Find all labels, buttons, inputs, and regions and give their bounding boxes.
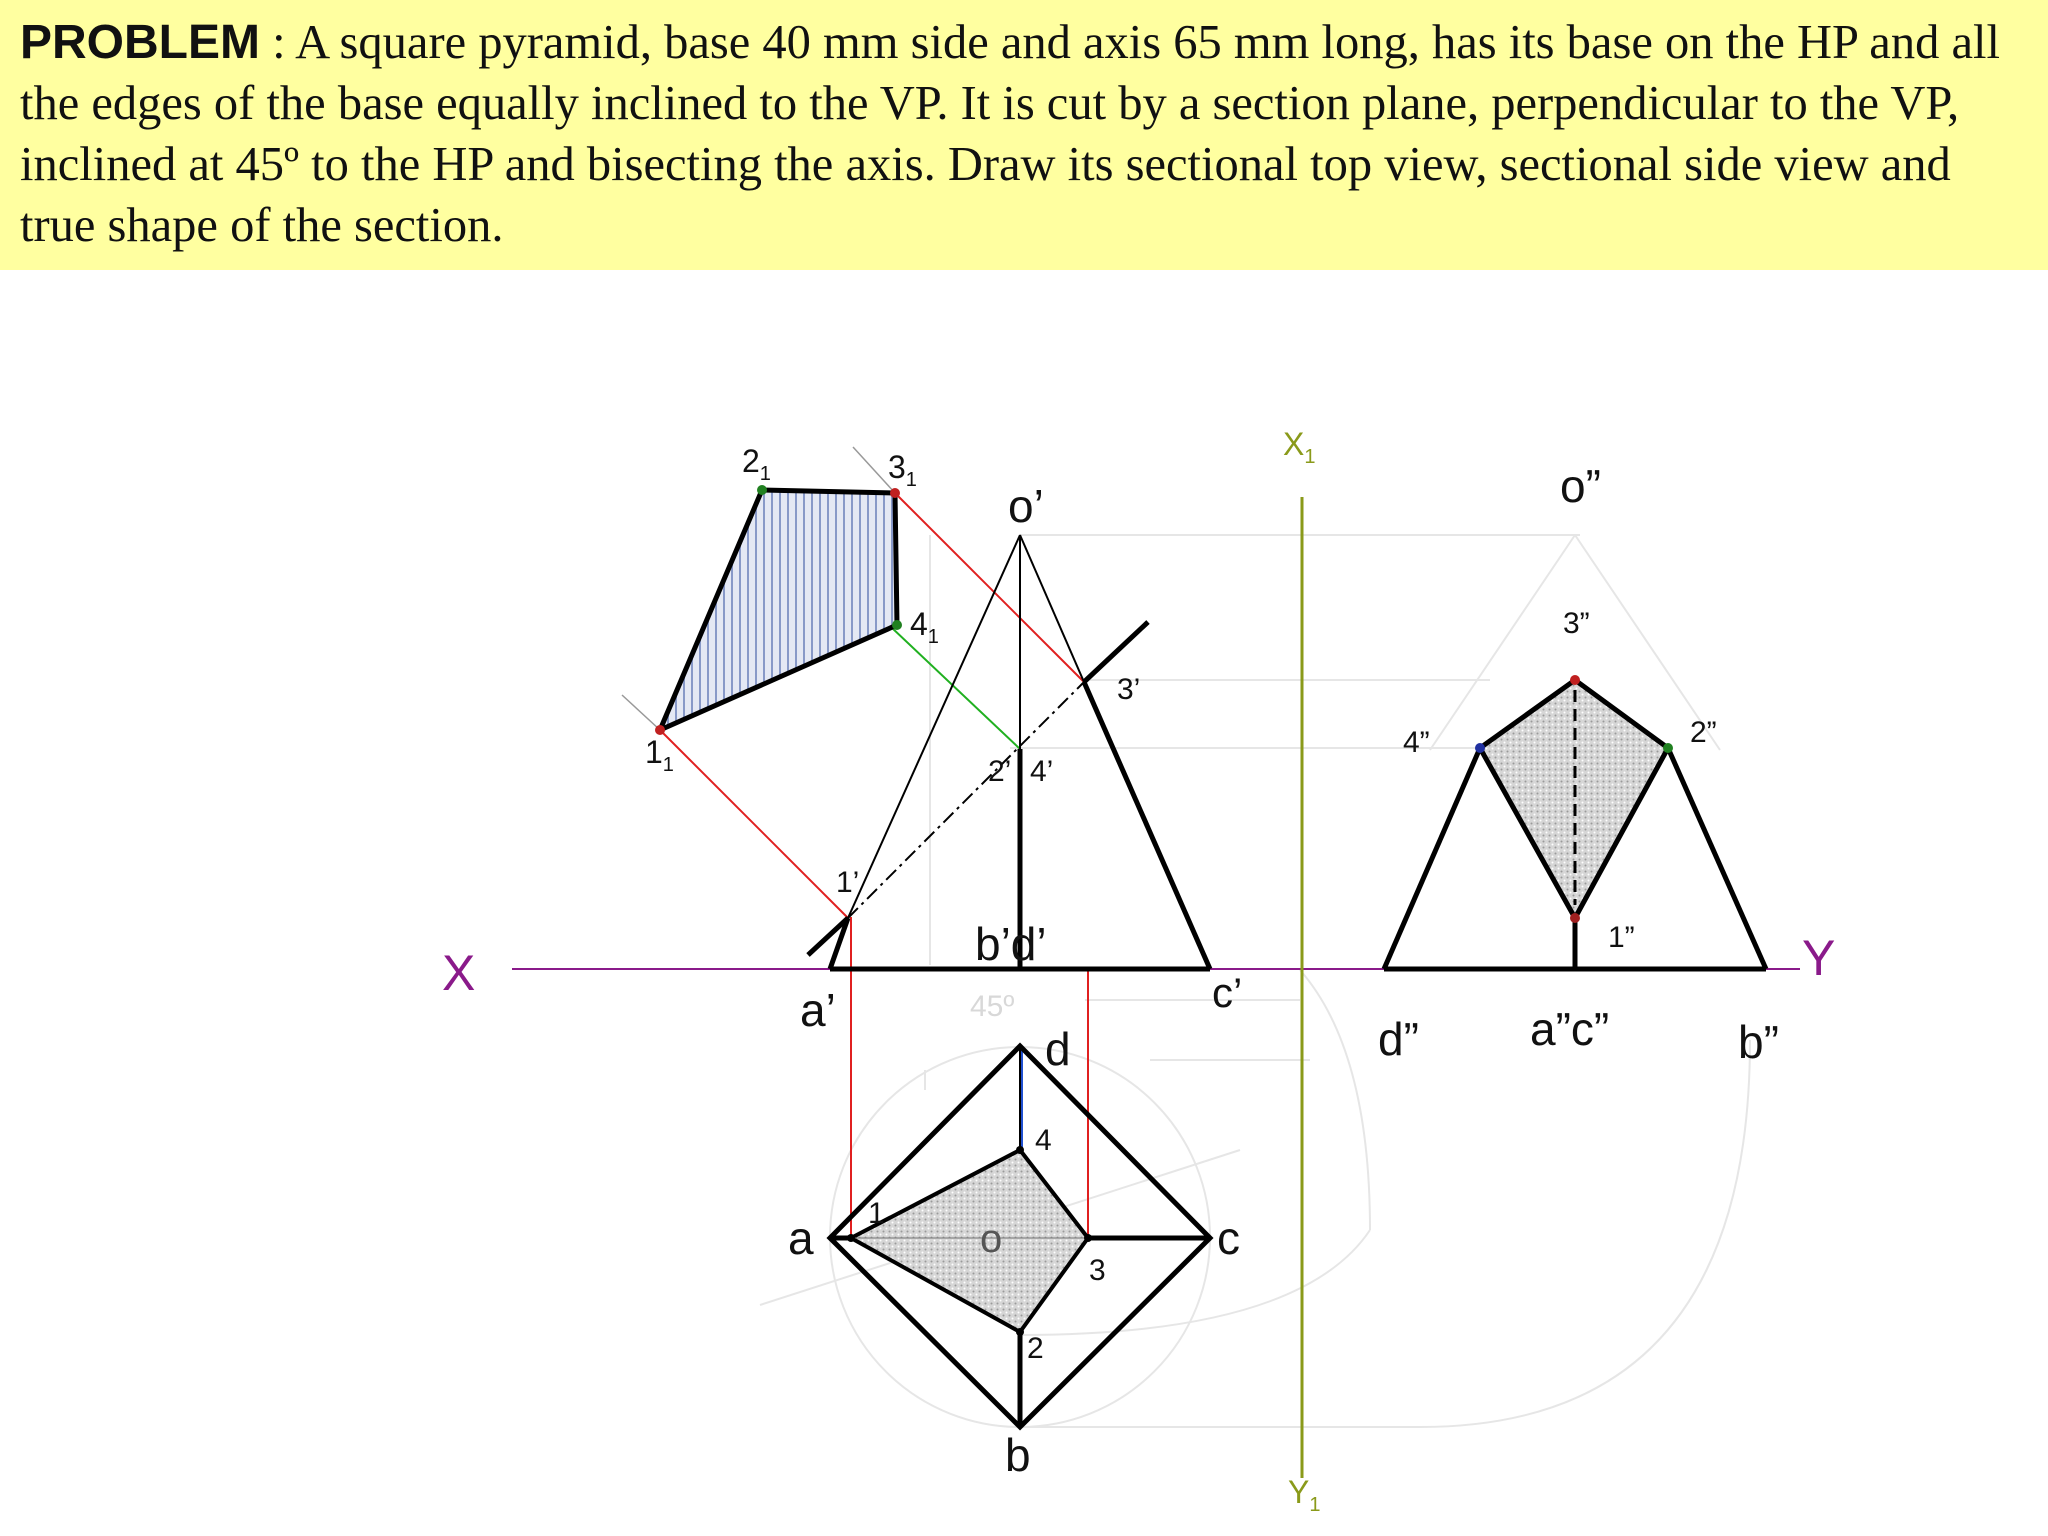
label-2-prime: 2’ [988, 755, 1012, 788]
label-b: b [1005, 1429, 1031, 1481]
label-4-1-main: 4 [910, 606, 928, 642]
label-4-dd: 4” [1403, 726, 1430, 759]
label-2-1-sub: 1 [759, 463, 771, 485]
label-d-dd: d” [1378, 1013, 1419, 1065]
label-4-prime: 4’ [1030, 755, 1054, 788]
label-c-prime: c’ [1212, 969, 1243, 1016]
label-o-dd: o” [1560, 460, 1601, 512]
label-3: 3 [1089, 1254, 1106, 1287]
label-4: 4 [1035, 1124, 1052, 1157]
top-view [830, 1046, 1210, 1427]
label-a: a [788, 1212, 814, 1264]
label-1-1-main: 1 [645, 734, 663, 770]
label-1-prime: 1’ [836, 866, 860, 899]
problem-separator: : [260, 16, 296, 69]
label-3-1 [888, 449, 917, 491]
label-3-dd: 3” [1563, 607, 1590, 640]
sv-point-2 [1663, 743, 1673, 753]
fv-edge-oc [1084, 682, 1210, 969]
label-3-1-sub: 1 [905, 469, 917, 491]
label-x: X [442, 945, 476, 1001]
label-x1-sub: 1 [1304, 446, 1316, 468]
problem-label: PROBLEM [20, 16, 260, 69]
fv-edge-oc-thin [1020, 535, 1084, 682]
sv-edge-left [1384, 748, 1480, 969]
construction-lines [760, 535, 1750, 1427]
label-y1-sub: 1 [1309, 1494, 1321, 1516]
tv-point-2 [1016, 1328, 1024, 1336]
label-1-1-sub: 1 [662, 754, 674, 776]
label-y: Y [1802, 930, 1836, 986]
true-shape-point-2 [757, 485, 767, 495]
tv-section [851, 1150, 1088, 1332]
construction-arc-outer [1020, 1040, 1750, 1427]
label-x1-main: X [1283, 426, 1305, 462]
true-shape-point-4 [892, 620, 902, 630]
sv-point-4 [1475, 743, 1485, 753]
label-2-dd: 2” [1690, 716, 1717, 749]
label-ac-dd: a”c” [1530, 1003, 1610, 1055]
tv-point-4 [1016, 1146, 1024, 1154]
tv-point-1 [847, 1234, 855, 1242]
label-3-1-main: 3 [888, 449, 906, 485]
label-d: d [1045, 1023, 1071, 1075]
label-b-dd: b” [1738, 1016, 1779, 1068]
label-1: 1 [868, 1197, 885, 1230]
extension-1 [622, 695, 660, 730]
sv-edge-right [1668, 748, 1766, 969]
label-angle: 45º [970, 990, 1015, 1023]
label-y1 [1288, 1474, 1320, 1516]
projector-3 [895, 493, 1084, 682]
label-bd-prime: b’d’ [975, 918, 1047, 970]
label-c: c [1217, 1212, 1240, 1264]
label-2: 2 [1027, 1332, 1044, 1365]
problem-text: A square pyramid, base 40 mm side and axis 65 mm long, has its base on the HP and all the edges of the base equally inclined to the VP. It is cut by a section plane, perpendicular to the VP, inclined at 45º to the HP and bisecting the axis. Draw its sectional top view, sectional side view and true shape of the section. [20, 16, 2000, 252]
section-plane-line [848, 682, 1084, 918]
true-shape-point-3 [890, 488, 900, 498]
label-4-1-sub: 1 [927, 626, 939, 648]
label-2-1-main: 2 [742, 443, 760, 479]
label-o-prime: o’ [1008, 480, 1044, 532]
label-y1-main: Y [1288, 1474, 1310, 1510]
sv-point-1 [1570, 913, 1580, 923]
label-3-prime: 3’ [1117, 673, 1141, 706]
label-x1 [1283, 426, 1315, 468]
label-o: o [980, 1217, 1003, 1261]
true-shape-section [660, 490, 897, 730]
label-2-1 [742, 443, 771, 485]
projector-1 [660, 730, 848, 918]
construction-arc-inner [1300, 970, 1370, 1230]
label-a-prime: a’ [800, 984, 836, 1036]
tv-point-3 [1084, 1234, 1092, 1242]
label-4-1 [910, 606, 939, 648]
label-1-dd: 1” [1608, 921, 1635, 954]
sv-point-3 [1570, 675, 1580, 685]
